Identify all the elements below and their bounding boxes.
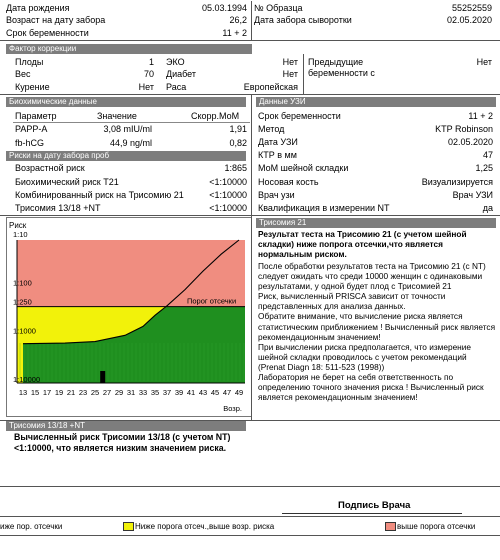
y-axis-title: Риск: [9, 221, 27, 230]
risk-value: <1:10000: [209, 177, 247, 187]
previous-pregnancies-label: Предыдущие беременности с: [308, 57, 375, 78]
signature-line: [282, 513, 462, 514]
t21-explanation: После обработки результатов теста на Трисомию 21 (с NT) следует ожидать что среди 10000 женщин с одинаковыми результатами, у одной будет плод с Трисомией 21 Риск, вычисленный PRISCA зависит от точности представленных для анализа данных. Обратите внимание, что вычисление риска является статистическим приближением ! Вычисленный риск является рекомендационным значением! При вычислении риска предполагается, что измерение шейной складки проводилось с учетом рекомендаций (Prenat Diagn 18: 511-523 (1998)) Лаборатория не берет на себя ответственность по определению точного значения риска ! Вычисленный риск является рекомендационным значением!: [258, 261, 496, 403]
x-tick-label: 17: [42, 388, 52, 397]
y-tick-label: 1:10000: [13, 375, 41, 384]
biochem-value: 44,9 ng/ml: [109, 138, 152, 148]
divider: [0, 516, 500, 517]
age-value: 26,2: [229, 15, 247, 25]
usi-doctor-value: Врач УЗИ: [452, 190, 493, 200]
usi-qual-value: да: [482, 203, 493, 213]
biochem-mom: 1,91: [229, 124, 247, 134]
fetuses-value: 1: [148, 57, 154, 67]
x-tick-label: 23: [78, 388, 88, 397]
divider: [303, 54, 304, 94]
eco-value: Нет: [282, 57, 298, 67]
y-tick-label: 1:100: [13, 278, 32, 288]
x-tick-label: 49: [234, 388, 244, 397]
correction-header: Фактор коррекции: [6, 44, 252, 54]
t1318-header: Трисомия 13/18 +NT: [6, 421, 246, 431]
dob-value: 05.03.1994: [201, 3, 247, 13]
risk-value: <1:10000: [209, 190, 247, 200]
divider: [0, 94, 500, 95]
usi-ga-label: Срок беременности: [258, 111, 341, 121]
usi-nasal-label: Носовая кость: [258, 177, 319, 187]
usi-method-label: Метод: [258, 124, 285, 134]
age-label: Возраст на дату забора: [6, 15, 106, 25]
col-mom: Скорр.МоМ: [191, 111, 240, 121]
ga-value: 11 + 2: [222, 28, 247, 38]
sample-value: 55252559: [451, 3, 492, 13]
previous-pregnancies-value: Нет: [476, 57, 492, 67]
risk-label: Возрастной риск: [15, 163, 85, 173]
risk-value: 1:865: [224, 163, 247, 173]
x-tick-label: 39: [174, 388, 184, 397]
divider: [251, 95, 252, 215]
divider: [0, 535, 500, 536]
legend-red-label: выше порога отсечки: [397, 522, 476, 531]
divider: [0, 40, 500, 41]
divider: [251, 215, 252, 420]
x-tick-label: 29: [114, 388, 124, 397]
x-tick-label: 41: [186, 388, 196, 397]
x-tick-label: 31: [126, 388, 136, 397]
patient-risk-marker: [100, 371, 105, 383]
risk-chart-frame: [6, 217, 252, 417]
usi-qual-label: Квалификация в измерении NT: [258, 203, 390, 213]
col-param: Параметр: [15, 111, 57, 121]
x-tick-label: 45: [210, 388, 220, 397]
doctor-signature-label: Подпись Врача: [338, 500, 411, 511]
divider: [251, 1, 252, 40]
y-tick-label: 1:10: [13, 230, 28, 239]
usi-ga-value: 11 + 2: [468, 111, 493, 121]
usi-ktr-label: КТР в мм: [258, 150, 297, 160]
usi-method-value: KTP Robinson: [435, 124, 493, 134]
race-label: Раса: [166, 82, 187, 92]
eco-label: ЭКО: [166, 57, 185, 67]
x-tick-label: 47: [222, 388, 232, 397]
usi-date-value: 02.05.2020: [447, 137, 493, 147]
risks-header: Риски на дату забора проб: [6, 151, 246, 161]
race-value: Европейская: [243, 82, 298, 92]
divider: [0, 215, 500, 216]
biochem-param: fb-hCG: [15, 138, 45, 148]
x-tick-label: 19: [54, 388, 64, 397]
risk-label: Комбинированный риск на Трисомию 21: [15, 190, 184, 200]
x-tick-label: 25: [90, 388, 100, 397]
x-tick-label: 21: [66, 388, 76, 397]
legend-yellow-swatch: [123, 522, 134, 531]
serum-date-label: Дата забора сыворотки: [254, 15, 352, 25]
y-tick-label: 1:1000: [13, 326, 36, 336]
x-tick-label: 33: [138, 388, 148, 397]
x-axis-title: Возр.: [223, 404, 242, 413]
x-tick-label: 13: [18, 388, 28, 397]
fetuses-label: Плоды: [15, 57, 44, 67]
legend-yellow-label: Ниже порога отсеч.,выше возр. риска: [135, 522, 275, 531]
biochem-param: PAPP-A: [15, 124, 48, 134]
diabetes-value: Нет: [282, 69, 298, 79]
divider: [0, 486, 500, 487]
dob-label: Дата рождения: [6, 3, 70, 13]
y-tick-label: 1:250: [13, 297, 32, 307]
usi-nt-label: МоМ шейной складки: [258, 163, 349, 173]
cutoff-label: Порог отсечки: [187, 296, 237, 306]
weight-label: Вес: [15, 69, 31, 79]
t21-header: Трисомия 21: [256, 218, 496, 228]
x-tick-label: 37: [162, 388, 172, 397]
legend-red-swatch: [385, 522, 396, 531]
x-tick-label: 43: [198, 388, 208, 397]
risk-value: <1:10000: [209, 203, 247, 213]
legend-green-label: иже пор. отсечки: [0, 522, 63, 531]
t21-conclusion: Результат теста на Трисомию 21 (с учетом шейной складки) ниже попрога отсечки,что является нормальным риском.: [258, 229, 467, 260]
risk-label: Трисомия 13/18 +NT: [15, 203, 101, 213]
x-tick-label: 27: [102, 388, 112, 397]
t1318-conclusion: Вычисленный риск Трисомии 13/18 (с учетом NT) <1:10000, что является низким значением риска.: [14, 432, 231, 453]
ga-label: Срок беременности: [6, 28, 89, 38]
usi-header: Данные УЗИ: [256, 97, 496, 107]
smoking-label: Курение: [15, 82, 50, 92]
biochem-header: Биохимические данные: [6, 97, 246, 107]
smoking-value: Нет: [138, 82, 154, 92]
usi-date-label: Дата УЗИ: [258, 137, 298, 147]
diabetes-label: Диабет: [166, 69, 197, 79]
weight-value: 70: [143, 69, 154, 79]
col-value: Значение: [97, 111, 137, 121]
risk-chart: [7, 218, 251, 416]
usi-doctor-label: Врач узи: [258, 190, 295, 200]
risk-label: Биохимический риск Т21: [15, 177, 119, 187]
x-tick-label: 15: [30, 388, 40, 397]
usi-nasal-value: Визуализируется: [421, 177, 493, 187]
usi-nt-value: 1,25: [475, 163, 493, 173]
biochem-value: 3,08 mIU/ml: [103, 124, 152, 134]
usi-ktr-value: 47: [482, 150, 493, 160]
biochem-mom: 0,82: [229, 138, 247, 148]
divider: [13, 122, 250, 123]
sample-label: № Образца: [254, 3, 303, 13]
x-tick-label: 35: [150, 388, 160, 397]
serum-date-value: 02.05.2020: [446, 15, 492, 25]
